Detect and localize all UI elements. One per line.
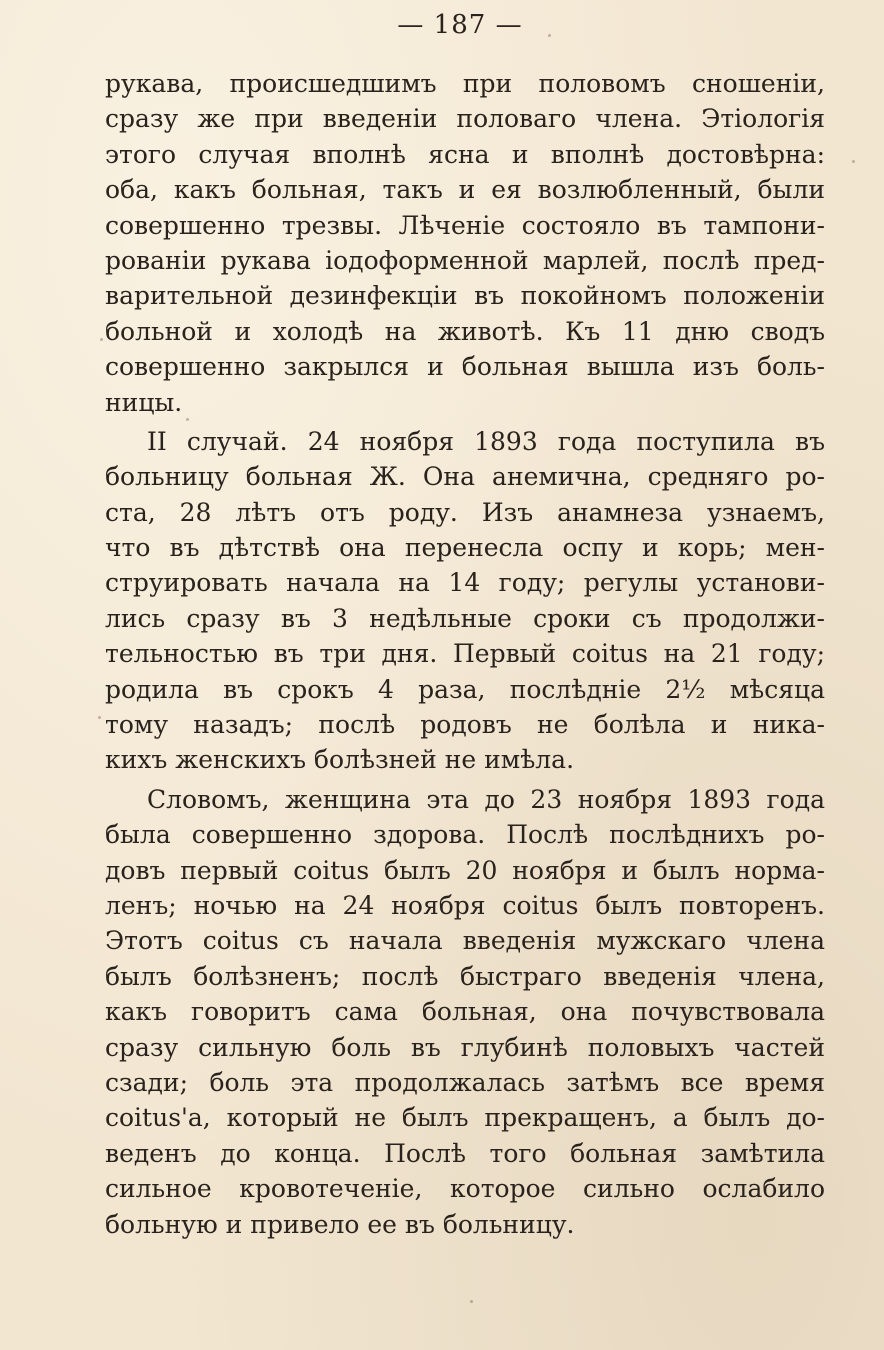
paper-speck <box>470 1300 473 1303</box>
text-line: ленъ; ночью на 24 ноября coitus былъ повторенъ. <box>105 890 825 920</box>
text-line: родила въ срокъ 4 раза, послѣднiе 2½ мѣсяца <box>105 674 825 704</box>
text-line: совершенно трезвы. Лѣченiе состояло въ тампони- <box>105 210 825 240</box>
text-line: Этотъ coitus съ начала введенiя мужскаго члена <box>105 926 825 956</box>
text-line: какъ говоритъ сама больная, она почувствовала <box>105 997 825 1027</box>
text-line: рованiи рукава iодоформенной марлей, послѣ пред- <box>105 245 825 275</box>
text-line: Словомъ, женщина эта до 23 ноября 1893 года <box>147 784 825 814</box>
text-line: былъ болѣзненъ; послѣ быстраго введенiя члена, <box>105 961 825 991</box>
text-line: ницы. <box>105 387 183 417</box>
paragraph-2 <box>105 424 825 778</box>
text-line: больную и привело ее въ больницу. <box>105 1209 575 1239</box>
text-line: кихъ женскихъ болѣзней не имѣла. <box>105 745 575 775</box>
paper-speck <box>100 338 103 341</box>
body-text <box>105 66 825 1242</box>
text-line: ста, 28 лѣтъ отъ роду. Изъ анамнеза узнаемъ, <box>105 497 825 527</box>
text-line: что въ дѣтствѣ она перенесла оспу и корь; мен- <box>105 533 825 563</box>
text-line: сразу сильную боль въ глубинѣ половыхъ частей <box>105 1032 825 1062</box>
paper-speck <box>548 34 551 37</box>
text-line: рукава, происшедшимъ при половомъ сношенiи, <box>105 69 825 98</box>
text-line: этого случая вполнѣ ясна и вполнѣ достовѣрна: <box>105 139 825 169</box>
text-line: струировать начала на 14 году; регулы установи- <box>105 568 825 598</box>
paper-speck <box>852 160 855 163</box>
text-line: сразу же при введенiи половаго члена. Этiологiя <box>105 104 825 134</box>
paper-speck <box>186 418 189 421</box>
paper-speck <box>98 716 101 719</box>
text-line: варительной дезинфекцiи въ покойномъ положенiи <box>105 281 825 311</box>
text-line: сзади; боль эта продолжалась затѣмъ все время <box>105 1067 825 1097</box>
text-line: оба, какъ больная, такъ и ея возлюбленный, были <box>105 175 825 205</box>
text-line: тому назадъ; послѣ родовъ не болѣла и ника- <box>105 710 825 740</box>
text-line: веденъ до конца. Послѣ того больная замѣтила <box>105 1138 825 1168</box>
text-line: была совершенно здорова. Послѣ послѣднихъ ро- <box>105 820 825 850</box>
text-line: II случай. 24 ноября 1893 года поступила въ <box>147 426 825 456</box>
text-line: довъ первый coitus былъ 20 ноября и былъ нормa- <box>105 855 825 885</box>
page-number: — 187 — <box>397 10 523 40</box>
text-line: сильное кровотеченiе, которое сильно ослабило <box>105 1174 825 1204</box>
text-line: лись сразу въ 3 недѣльные сроки съ продолжи- <box>105 603 825 633</box>
text-line: coitus'a, который не былъ прекращенъ, а былъ до- <box>105 1103 825 1133</box>
text-line: больницу больная Ж. Она анемична, средняго ро- <box>105 462 825 492</box>
text-line: больной и холодѣ на животѣ. Къ 11 дню сводъ <box>105 316 825 346</box>
text-line: тельностью въ три дня. Первый coitus на 21 году; <box>105 639 825 669</box>
text-line: совершенно закрылся и больная вышла изъ боль- <box>105 352 825 382</box>
paragraph-3 <box>105 782 825 1242</box>
paragraph-1 <box>105 66 825 420</box>
